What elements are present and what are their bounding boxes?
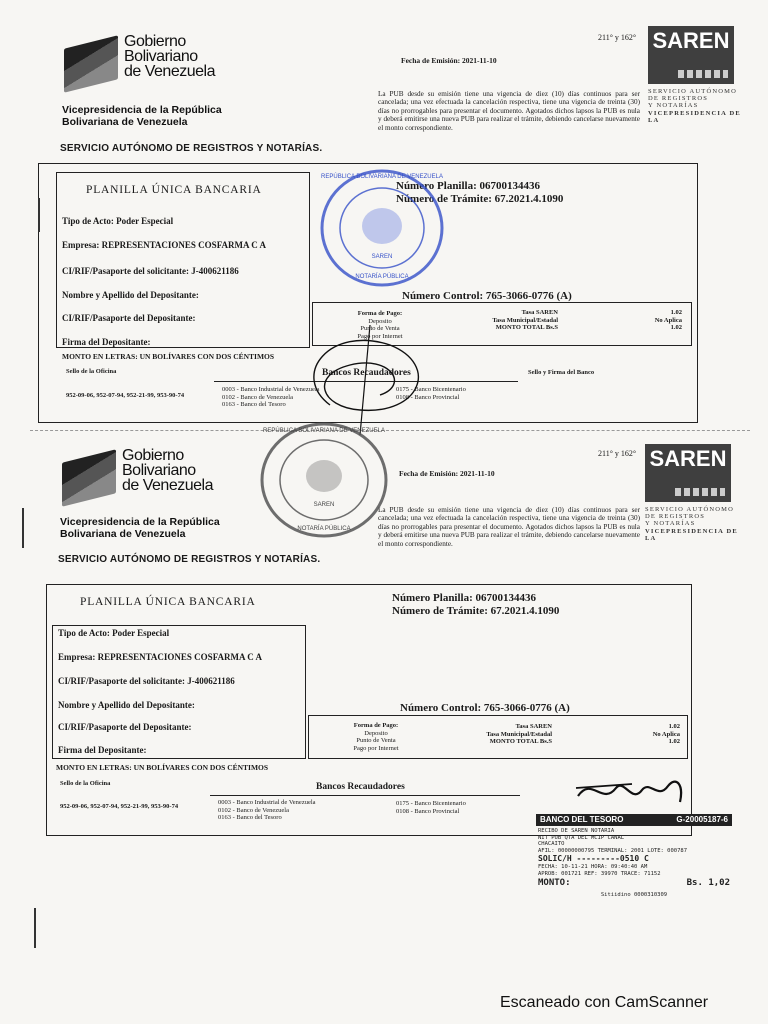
venezuela-flag-icon <box>62 449 116 506</box>
solicitante-box-2 <box>52 625 306 759</box>
logo-line2: Bolivariano <box>124 48 198 65</box>
ci-solicitante-1: CI/RIF/Pasaporte del solicitante: J-400621186 <box>62 266 239 276</box>
tasas-labels-1 <box>462 309 558 332</box>
logo-line3: de Venezuela <box>124 63 215 80</box>
forma-pago-opt-1a: Deposito <box>368 317 392 325</box>
tasas-values-2 <box>618 723 680 746</box>
forma-pago-opt-2a: Deposito <box>364 729 388 737</box>
banco-2b: 0102 - Banco de Venezuela <box>218 806 289 814</box>
ci-depositante-1: CI/RIF/Pasaporte del Depositante: <box>62 313 196 323</box>
bancos-title-2: Bancos Recaudadores <box>316 782 405 792</box>
banco-1d: 0175 - Banco Bicentenario <box>396 386 466 393</box>
tasa-municipal-label-2: Tasa Municipal/Estadal <box>486 730 552 738</box>
bancos-title-1: Bancos Recaudadores <box>322 368 411 378</box>
servicio-title: SERVICIO AUTÓNOMO DE REGISTROS Y NOTARÍAS. <box>60 143 323 154</box>
fecha-emision: Fecha de Emisión: 2021-11-10 <box>401 56 497 65</box>
scan-mark <box>34 908 36 948</box>
banco-2c: 0163 - Banco del Tesoro <box>218 814 282 821</box>
tasas-labels-2 <box>456 723 552 746</box>
stamp-blue-top: REPÚBLICA BOLIVARIANA DE VENEZUELA <box>321 174 443 180</box>
empresa-1: Empresa: REPRESENTACIONES COSFARMA C A <box>62 240 267 250</box>
sello-banco-1: Sello y Firma del Banco <box>528 369 595 376</box>
numero-control-2: Número Control: 765-3066-0776 (A) <box>400 702 570 714</box>
sello-oficina-2: Sello de la Oficina <box>60 780 111 787</box>
logo-line1: Gobierno <box>124 33 186 50</box>
saren-sub1-2: SERVICIO AUTÓNOMO <box>645 506 735 513</box>
tasa-saren-value-1: 1.02 <box>670 309 682 316</box>
vice-line1: Vicepresidencia de la República <box>62 104 222 116</box>
ci-depositante-2: CI/RIF/Pasaporte del Depositante: <box>58 722 192 732</box>
vigencia-note: La PUB desde su emisión tiene una vigencia de diez (10) días continuos para ser cancelada; una vez efectuada la cancelación respectiva, tiene una vigencia de treinta (30) días no prorrogables para presentar el documento. Agotados dichos lapsos la PUB es nula y deberá emitirse una nueva PUB para realizar el trámite, debiendo cancelarse nuevamente el monto correspondiente. <box>378 90 640 132</box>
monto-total-label-1: MONTO TOTAL Bs.S <box>495 324 558 331</box>
banco-2a: 0003 - Banco Industrial de Venezuela <box>218 799 316 806</box>
fecha-emision-2: Fecha de Emisión: 2021-11-10 <box>399 469 495 478</box>
receipt-header <box>536 814 732 826</box>
numero-planilla-1: Número Planilla: 06700134436 <box>396 180 541 192</box>
saren-logo <box>648 26 744 124</box>
receipt-line2: NIT PUB QTA DEL MCIP CANAL <box>538 834 625 841</box>
tipo-acto-2: Tipo de Acto: Poder Especial <box>58 628 170 638</box>
tasa-saren-label-1: Tasa SAREN <box>521 309 558 316</box>
saren-sub4: VICEPRESIDENCIA DE LA <box>648 109 741 124</box>
vigencia-note-2: La PUB desde su emisión tiene una vigencia de diez (10) días continuos para ser cancelada; una vez efectuada la cancelación respectiva, tiene una vigencia de treinta (30) días no prorrogables para presentar el documento. Agotados dichos lapsos la PUB es nula y deberá emitirse una nueva PUB para realizar el trámite, debiendo cancelarse nuevamente el monto correspondiente. <box>378 506 640 548</box>
numero-tramite-2: Número de Trámite: 67.2021.4.1090 <box>392 605 560 617</box>
tasa-saren-label-2: Tasa SAREN <box>515 723 552 730</box>
saren-sub2-2: DE REGISTROS <box>645 513 706 521</box>
banco-1c: 0163 - Banco del Tesoro <box>222 401 286 408</box>
saren-logo-2 <box>645 444 741 542</box>
gobierno-logo <box>64 34 264 98</box>
vice-line2: Bolivariana de Venezuela <box>62 116 188 128</box>
scan-mark <box>38 198 40 232</box>
receipt-bank-name: BANCO DEL TESORO <box>540 815 624 824</box>
stamp-grey-bottom: NOTARÍA PÚBLICA <box>297 526 351 532</box>
scan-mark <box>22 508 24 548</box>
coords-text-2: 211° y 162° <box>598 449 637 458</box>
saren-sub3: Y NOTARÍAS <box>648 102 699 110</box>
nombre-depositante-1: Nombre y Apellido del Depositante: <box>62 290 199 300</box>
camscanner-watermark: Escaneado con CamScanner <box>500 994 709 1011</box>
banco-1b: 0102 - Banco de Venezuela <box>222 393 293 401</box>
telefonos-1: 952-09-06, 952-07-94, 952-21-99, 953-90-74 <box>66 392 185 399</box>
numero-planilla-2: Número Planilla: 06700134436 <box>392 592 537 604</box>
nombre-depositante-2: Nombre y Apellido del Depositante: <box>58 700 195 710</box>
banco-2e: 0108 - Banco Provincial <box>396 807 460 815</box>
gobierno-logo-2 <box>62 448 262 512</box>
stamp-blue-bottom: NOTARÍA PÚBLICA <box>355 274 409 280</box>
forma-pago-opt-2c: Pago por Internet <box>353 744 399 752</box>
bancos-col2-2 <box>396 800 466 815</box>
banco-2d: 0175 - Banco Bicentenario <box>396 800 466 807</box>
coords-text: 211° y 162° <box>598 33 637 42</box>
receipt-monto-label: MONTO: <box>538 877 571 888</box>
saren-sub1: SERVICIO AUTÓNOMO <box>648 88 738 95</box>
firma-depositante-1: Firma del Depositante: <box>62 337 151 347</box>
receipt-line3: CHACAITO <box>538 841 565 848</box>
stamp-blue-center: SAREN <box>371 254 393 260</box>
logo-line3-2: de Venezuela <box>122 477 213 494</box>
vice-line1-2: Vicepresidencia de la República <box>60 516 220 528</box>
monto-letras-2: MONTO EN LETRAS: UN BOLÍVARES CON DOS CÉNTIMOS <box>56 763 269 772</box>
tasa-saren-value-2: 1.02 <box>668 723 680 730</box>
banco-1e: 0108 - Banco Provincial <box>396 393 460 401</box>
saren-sub4-2: VICEPRESIDENCIA DE LA <box>645 527 738 542</box>
tipo-acto-1: Tipo de Acto: Poder Especial <box>62 216 174 226</box>
telefonos-2: 952-09-06, 952-07-94, 952-21-99, 953-90-74 <box>60 803 179 810</box>
forma-pago-label-1: Forma de Pago: <box>357 310 403 317</box>
handwritten-signature <box>572 766 692 816</box>
receipt-line1: RECIBO DE SAREN NOTARIA <box>538 828 615 834</box>
forma-pago-2 <box>336 722 416 752</box>
servicio-title-2: SERVICIO AUTÓNOMO DE REGISTROS Y NOTARÍAS. <box>58 554 321 565</box>
numero-tramite-1: Número de Trámite: 67.2021.4.1090 <box>396 193 564 205</box>
bancos-col1-2 <box>218 799 316 822</box>
stamp-grey-center: SAREN <box>313 502 335 508</box>
saren-logo-text: SAREN <box>652 28 730 53</box>
saren-bar-icon <box>678 70 728 78</box>
venezuela-flag-icon <box>64 35 118 92</box>
tasa-municipal-value-2: No Aplica <box>652 730 680 738</box>
empresa-2: Empresa: REPRESENTACIONES COSFARMA C A <box>58 652 263 662</box>
saren-bar-icon <box>675 488 725 496</box>
receipt-line5: SOLIC/H ---------0510 C <box>538 854 649 864</box>
receipt-monto-value: Bs. 1,02 <box>686 877 730 888</box>
saren-sub3-2: Y NOTARÍAS <box>645 520 696 528</box>
form-title-1: PLANILLA ÚNICA BANCARIA <box>86 184 262 196</box>
receipt-line7: APROB: 001721 REF: 39970 TRACE: 71152 <box>538 870 661 877</box>
bank-receipt <box>536 814 732 906</box>
vice-line2-2: Bolivariana de Venezuela <box>60 528 186 540</box>
bancos-rule-2 <box>210 795 520 796</box>
forma-pago-opt-2b: Punto de Venta <box>356 737 396 744</box>
receipt-footer: Sitiidino 0000310309 <box>600 891 668 898</box>
forma-pago-opt-1b: Punto de Venta <box>360 325 400 332</box>
saren-logo-text-2: SAREN <box>649 446 727 471</box>
banco-1a: 0003 - Banco Industrial de Venezuela <box>222 386 320 393</box>
monto-total-value-1: 1.02 <box>670 324 682 331</box>
logo-line2-2: Bolivariano <box>122 462 196 479</box>
monto-total-label-2: MONTO TOTAL Bs.S <box>489 738 552 745</box>
tasas-values-1 <box>620 309 682 332</box>
logo-line1-2: Gobierno <box>122 447 184 464</box>
forma-pago-label-2: Forma de Pago: <box>353 722 399 729</box>
stamp-grey-top: REPÚBLICA BOLIVARIANA DE VENEZUELA <box>263 428 385 434</box>
monto-total-value-2: 1.02 <box>668 738 680 745</box>
firma-depositante-2: Firma del Depositante: <box>58 745 147 755</box>
form-title-2: PLANILLA ÚNICA BANCARIA <box>80 596 256 608</box>
ci-solicitante-2: CI/RIF/Pasaporte del solicitante: J-400621186 <box>58 676 235 686</box>
vicepresidencia-text-2 <box>60 516 220 540</box>
vicepresidencia-text <box>62 104 222 128</box>
monto-letras-1: MONTO EN LETRAS: UN BOLÍVARES CON DOS CÉNTIMOS <box>62 352 275 361</box>
notaria-stamp-grey <box>256 418 392 542</box>
tasa-municipal-label-1: Tasa Municipal/Estadal <box>492 316 558 324</box>
receipt-line6: FECHA: 10-11-21 HORA: 09:40:40 AM <box>538 864 648 871</box>
saren-sub2: DE REGISTROS <box>648 95 709 103</box>
tasa-municipal-value-1: No Aplica <box>654 316 682 324</box>
receipt-rif: G-20005187-6 <box>676 815 728 824</box>
receipt-line4: AFIL: 00000000795 TERMINAL: 2001 LOTE: 000787 <box>538 847 688 854</box>
forma-pago-opt-1c: Pago por Internet <box>357 332 403 340</box>
notaria-stamp-blue <box>318 166 448 290</box>
sello-oficina-1: Sello de la Oficina <box>66 368 117 375</box>
numero-control-1: Número Control: 765-3066-0776 (A) <box>402 290 572 302</box>
